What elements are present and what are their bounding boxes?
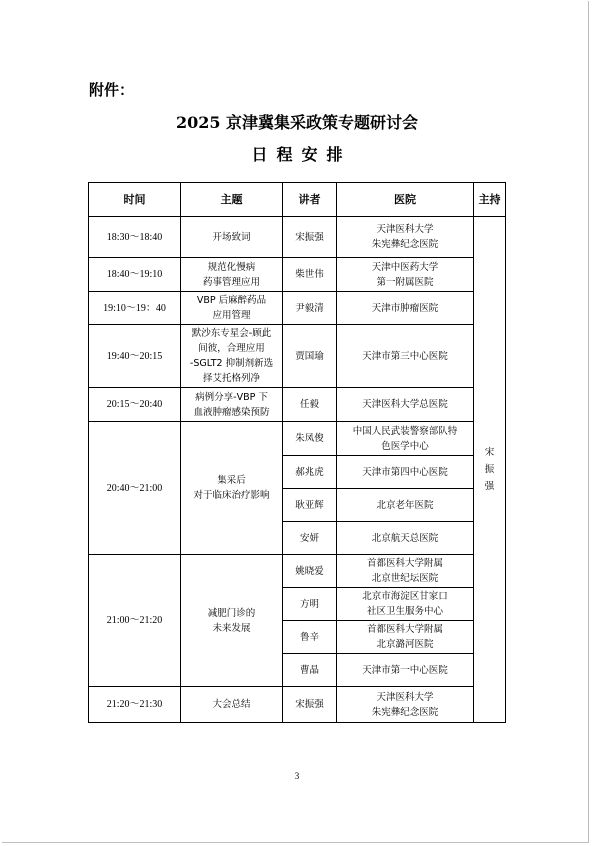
page-number: 3 bbox=[294, 771, 300, 781]
attachment-label: 附件： bbox=[89, 81, 135, 99]
document-subtitle: 日程安排 bbox=[251, 145, 352, 164]
hospital-cell: 天津市第一中心医院 bbox=[337, 654, 474, 687]
speaker-cell: 贾国瑜 bbox=[283, 325, 337, 388]
time-cell: 18:40～19:10 bbox=[89, 258, 181, 292]
time-cell: 19:40～20:15 bbox=[89, 325, 181, 388]
time-cell: 19:10～19：40 bbox=[89, 292, 181, 325]
schedule-table bbox=[88, 182, 506, 723]
speaker-cell: 郝兆虎 bbox=[283, 456, 337, 489]
hospital-cell: 天津医科大学总医院 bbox=[337, 388, 474, 422]
speaker-cell: 曹晶 bbox=[283, 654, 337, 687]
hospital-cell: 北京航天总医院 bbox=[337, 522, 474, 555]
topic-cell: 减肥门诊的 未来发展 bbox=[181, 555, 283, 687]
hospital-cell: 天津市第四中心医院 bbox=[337, 456, 474, 489]
speaker-cell: 方明 bbox=[283, 588, 337, 621]
topic-cell: 规范化慢病 药事管理应用 bbox=[181, 258, 283, 292]
speaker-cell: 宋振强 bbox=[283, 687, 337, 723]
header-time: 时间 bbox=[89, 183, 181, 217]
speaker-cell: 柴世伟 bbox=[283, 258, 337, 292]
speaker-cell: 尹毅清 bbox=[283, 292, 337, 325]
speaker-cell: 姚晓爱 bbox=[283, 555, 337, 588]
time-cell: 18:30～18:40 bbox=[89, 217, 181, 258]
topic-cell: VBP 后麻醉药品 应用管理 bbox=[181, 292, 283, 325]
header-topic: 主题 bbox=[181, 183, 283, 217]
header-hospital: 医院 bbox=[337, 183, 474, 217]
hospital-cell: 天津医科大学 朱宪彝纪念医院 bbox=[337, 687, 474, 723]
topic-cell: 集采后 对于临床治疗影响 bbox=[181, 422, 283, 555]
table-row bbox=[89, 388, 506, 422]
hospital-cell: 天津市第三中心医院 bbox=[337, 325, 474, 388]
document-title: 2025 京津冀集采政策专题研讨会 bbox=[175, 113, 419, 132]
table-row bbox=[89, 217, 506, 258]
hospital-cell: 北京老年医院 bbox=[337, 489, 474, 522]
topic-cell: 开场致词 bbox=[181, 217, 283, 258]
table-row bbox=[89, 422, 506, 456]
header-speaker: 讲者 bbox=[283, 183, 337, 217]
speaker-cell: 朱凤俊 bbox=[283, 422, 337, 456]
speaker-cell: 鲁辛 bbox=[283, 621, 337, 654]
time-cell: 20:40～21:00 bbox=[89, 422, 181, 555]
speaker-cell: 任毅 bbox=[283, 388, 337, 422]
topic-cell: 默沙东专星会-顾此 间彼，合理应用 -SGLT2 抑制剂新选 择艾托格列净 bbox=[181, 325, 283, 388]
hospital-cell: 天津医科大学 朱宪彝纪念医院 bbox=[337, 217, 474, 258]
hospital-cell: 中国人民武装警察部队特 色医学中心 bbox=[337, 422, 474, 456]
topic-cell: 病例分享-VBP 下 血液肿瘤感染预防 bbox=[181, 388, 283, 422]
speaker-cell: 耿亚辉 bbox=[283, 489, 337, 522]
hospital-cell: 天津中医药大学 第一附属医院 bbox=[337, 258, 474, 292]
table-row bbox=[89, 325, 506, 388]
header-host: 主持 bbox=[474, 183, 506, 217]
time-cell: 21:20～21:30 bbox=[89, 687, 181, 723]
table-row bbox=[89, 258, 506, 292]
time-cell: 20:15～20:40 bbox=[89, 388, 181, 422]
header-row bbox=[89, 183, 506, 217]
host-cell: 宋 振 强 bbox=[474, 217, 506, 723]
topic-cell: 大会总结 bbox=[181, 687, 283, 723]
table-row bbox=[89, 292, 506, 325]
table-row bbox=[89, 687, 506, 723]
table-row bbox=[89, 555, 506, 588]
hospital-cell: 天津市肿瘤医院 bbox=[337, 292, 474, 325]
hospital-cell: 首都医科大学附属 北京世纪坛医院 bbox=[337, 555, 474, 588]
hospital-cell: 首都医科大学附属 北京潞河医院 bbox=[337, 621, 474, 654]
speaker-cell: 安妍 bbox=[283, 522, 337, 555]
speaker-cell: 宋振强 bbox=[283, 217, 337, 258]
time-cell: 21:00～21:20 bbox=[89, 555, 181, 687]
hospital-cell: 北京市海淀区甘家口 社区卫生服务中心 bbox=[337, 588, 474, 621]
